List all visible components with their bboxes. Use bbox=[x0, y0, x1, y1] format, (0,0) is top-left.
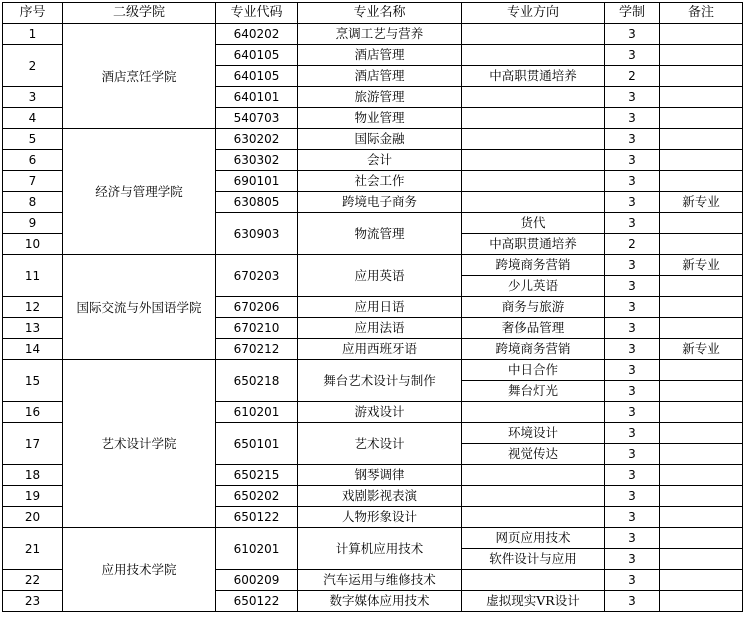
direction-cell bbox=[462, 87, 605, 108]
table-row bbox=[3, 24, 743, 45]
remark-cell bbox=[660, 24, 743, 45]
direction-cell bbox=[462, 465, 605, 486]
seq-cell: 9 bbox=[3, 213, 63, 234]
name-cell: 人物形象设计 bbox=[298, 507, 462, 528]
name-cell: 酒店管理 bbox=[298, 45, 462, 66]
name-cell: 酒店管理 bbox=[298, 66, 462, 87]
duration-cell: 3 bbox=[605, 549, 660, 570]
duration-cell: 3 bbox=[605, 465, 660, 486]
remark-cell bbox=[660, 129, 743, 150]
name-cell: 跨境电子商务 bbox=[298, 192, 462, 213]
seq-cell: 11 bbox=[3, 255, 63, 297]
remark-cell bbox=[660, 360, 743, 381]
duration-cell: 3 bbox=[605, 108, 660, 129]
table-body bbox=[3, 24, 743, 612]
remark-cell bbox=[660, 171, 743, 192]
direction-cell bbox=[462, 171, 605, 192]
code-cell: 650215 bbox=[216, 465, 298, 486]
duration-cell: 3 bbox=[605, 318, 660, 339]
direction-cell: 跨境商务营销 bbox=[462, 255, 605, 276]
header-remark: 备注 bbox=[660, 3, 743, 24]
direction-cell: 中高职贯通培养 bbox=[462, 66, 605, 87]
seq-cell: 10 bbox=[3, 234, 63, 255]
direction-cell: 视觉传达 bbox=[462, 444, 605, 465]
direction-cell bbox=[462, 570, 605, 591]
direction-cell bbox=[462, 507, 605, 528]
seq-cell: 13 bbox=[3, 318, 63, 339]
name-cell: 社会工作 bbox=[298, 171, 462, 192]
code-cell: 630903 bbox=[216, 213, 298, 255]
college-cell: 经济与管理学院 bbox=[63, 129, 216, 255]
remark-cell bbox=[660, 108, 743, 129]
seq-cell: 22 bbox=[3, 570, 63, 591]
seq-cell: 16 bbox=[3, 402, 63, 423]
seq-cell: 4 bbox=[3, 108, 63, 129]
name-cell: 应用日语 bbox=[298, 297, 462, 318]
remark-cell bbox=[660, 402, 743, 423]
direction-cell bbox=[462, 402, 605, 423]
header-name: 专业名称 bbox=[298, 3, 462, 24]
remark-cell bbox=[660, 87, 743, 108]
code-cell: 650202 bbox=[216, 486, 298, 507]
name-cell: 数字媒体应用技术 bbox=[298, 591, 462, 612]
remark-cell bbox=[660, 318, 743, 339]
header-college: 二级学院 bbox=[63, 3, 216, 24]
duration-cell: 3 bbox=[605, 87, 660, 108]
code-cell: 600209 bbox=[216, 570, 298, 591]
code-cell: 650122 bbox=[216, 507, 298, 528]
seq-cell: 7 bbox=[3, 171, 63, 192]
direction-cell: 货代 bbox=[462, 213, 605, 234]
duration-cell: 3 bbox=[605, 402, 660, 423]
duration-cell: 3 bbox=[605, 255, 660, 276]
name-cell: 游戏设计 bbox=[298, 402, 462, 423]
table-row bbox=[3, 255, 743, 276]
seq-cell: 3 bbox=[3, 87, 63, 108]
duration-cell: 3 bbox=[605, 24, 660, 45]
name-cell: 应用英语 bbox=[298, 255, 462, 297]
code-cell: 650101 bbox=[216, 423, 298, 465]
name-cell: 应用西班牙语 bbox=[298, 339, 462, 360]
code-cell: 640105 bbox=[216, 45, 298, 66]
remark-cell: 新专业 bbox=[660, 192, 743, 213]
name-cell: 戏剧影视表演 bbox=[298, 486, 462, 507]
seq-cell: 1 bbox=[3, 24, 63, 45]
duration-cell: 3 bbox=[605, 444, 660, 465]
code-cell: 630202 bbox=[216, 129, 298, 150]
remark-cell bbox=[660, 381, 743, 402]
code-cell: 540703 bbox=[216, 108, 298, 129]
direction-cell bbox=[462, 192, 605, 213]
seq-cell: 2 bbox=[3, 45, 63, 87]
seq-cell: 5 bbox=[3, 129, 63, 150]
code-cell: 670203 bbox=[216, 255, 298, 297]
direction-cell bbox=[462, 108, 605, 129]
name-cell: 艺术设计 bbox=[298, 423, 462, 465]
header-direction: 专业方向 bbox=[462, 3, 605, 24]
seq-cell: 21 bbox=[3, 528, 63, 570]
remark-cell bbox=[660, 213, 743, 234]
remark-cell bbox=[660, 66, 743, 87]
remark-cell bbox=[660, 423, 743, 444]
name-cell: 国际金融 bbox=[298, 129, 462, 150]
name-cell: 物业管理 bbox=[298, 108, 462, 129]
direction-cell: 中日合作 bbox=[462, 360, 605, 381]
table-row bbox=[3, 129, 743, 150]
direction-cell bbox=[462, 24, 605, 45]
remark-cell bbox=[660, 234, 743, 255]
remark-cell bbox=[660, 465, 743, 486]
remark-cell bbox=[660, 528, 743, 549]
remark-cell bbox=[660, 150, 743, 171]
header-duration: 学制 bbox=[605, 3, 660, 24]
name-cell: 会计 bbox=[298, 150, 462, 171]
header-seq: 序号 bbox=[3, 3, 63, 24]
seq-cell: 19 bbox=[3, 486, 63, 507]
code-cell: 670212 bbox=[216, 339, 298, 360]
table-row bbox=[3, 360, 743, 381]
code-cell: 670210 bbox=[216, 318, 298, 339]
name-cell: 烹调工艺与营养 bbox=[298, 24, 462, 45]
remark-cell bbox=[660, 549, 743, 570]
duration-cell: 3 bbox=[605, 591, 660, 612]
code-cell: 610201 bbox=[216, 528, 298, 570]
seq-cell: 15 bbox=[3, 360, 63, 402]
seq-cell: 12 bbox=[3, 297, 63, 318]
remark-cell bbox=[660, 297, 743, 318]
direction-cell bbox=[462, 129, 605, 150]
duration-cell: 3 bbox=[605, 570, 660, 591]
code-cell: 640101 bbox=[216, 87, 298, 108]
direction-cell: 舞台灯光 bbox=[462, 381, 605, 402]
duration-cell: 3 bbox=[605, 192, 660, 213]
college-cell: 酒店烹饪学院 bbox=[63, 24, 216, 129]
name-cell: 计算机应用技术 bbox=[298, 528, 462, 570]
remark-cell bbox=[660, 570, 743, 591]
remark-cell bbox=[660, 276, 743, 297]
remark-cell bbox=[660, 591, 743, 612]
duration-cell: 3 bbox=[605, 129, 660, 150]
direction-cell: 软件设计与应用 bbox=[462, 549, 605, 570]
direction-cell: 少儿英语 bbox=[462, 276, 605, 297]
seq-cell: 6 bbox=[3, 150, 63, 171]
duration-cell: 3 bbox=[605, 528, 660, 549]
name-cell: 汽车运用与维修技术 bbox=[298, 570, 462, 591]
code-cell: 650122 bbox=[216, 591, 298, 612]
seq-cell: 17 bbox=[3, 423, 63, 465]
code-cell: 610201 bbox=[216, 402, 298, 423]
table-row bbox=[3, 528, 743, 549]
remark-cell bbox=[660, 444, 743, 465]
remark-cell bbox=[660, 486, 743, 507]
header-code: 专业代码 bbox=[216, 3, 298, 24]
name-cell: 钢琴调律 bbox=[298, 465, 462, 486]
direction-cell bbox=[462, 150, 605, 171]
code-cell: 690101 bbox=[216, 171, 298, 192]
code-cell: 640202 bbox=[216, 24, 298, 45]
remark-cell: 新专业 bbox=[660, 339, 743, 360]
duration-cell: 3 bbox=[605, 213, 660, 234]
direction-cell: 网页应用技术 bbox=[462, 528, 605, 549]
name-cell: 物流管理 bbox=[298, 213, 462, 255]
duration-cell: 3 bbox=[605, 339, 660, 360]
duration-cell: 2 bbox=[605, 66, 660, 87]
duration-cell: 3 bbox=[605, 381, 660, 402]
code-cell: 630302 bbox=[216, 150, 298, 171]
remark-cell bbox=[660, 507, 743, 528]
college-cell: 应用技术学院 bbox=[63, 528, 216, 612]
seq-cell: 20 bbox=[3, 507, 63, 528]
seq-cell: 8 bbox=[3, 192, 63, 213]
seq-cell: 18 bbox=[3, 465, 63, 486]
direction-cell: 环境设计 bbox=[462, 423, 605, 444]
duration-cell: 2 bbox=[605, 234, 660, 255]
seq-cell: 23 bbox=[3, 591, 63, 612]
remark-cell bbox=[660, 45, 743, 66]
duration-cell: 3 bbox=[605, 297, 660, 318]
duration-cell: 3 bbox=[605, 171, 660, 192]
name-cell: 应用法语 bbox=[298, 318, 462, 339]
duration-cell: 3 bbox=[605, 423, 660, 444]
direction-cell: 中高职贯通培养 bbox=[462, 234, 605, 255]
code-cell: 650218 bbox=[216, 360, 298, 402]
header-row bbox=[3, 3, 743, 24]
direction-cell: 商务与旅游 bbox=[462, 297, 605, 318]
code-cell: 630805 bbox=[216, 192, 298, 213]
duration-cell: 3 bbox=[605, 276, 660, 297]
code-cell: 670206 bbox=[216, 297, 298, 318]
duration-cell: 3 bbox=[605, 150, 660, 171]
remark-cell: 新专业 bbox=[660, 255, 743, 276]
college-cell: 艺术设计学院 bbox=[63, 360, 216, 528]
name-cell: 舞台艺术设计与制作 bbox=[298, 360, 462, 402]
name-cell: 旅游管理 bbox=[298, 87, 462, 108]
direction-cell bbox=[462, 486, 605, 507]
code-cell: 640105 bbox=[216, 66, 298, 87]
direction-cell: 跨境商务营销 bbox=[462, 339, 605, 360]
majors-table bbox=[2, 2, 743, 612]
seq-cell: 14 bbox=[3, 339, 63, 360]
duration-cell: 3 bbox=[605, 507, 660, 528]
duration-cell: 3 bbox=[605, 486, 660, 507]
direction-cell bbox=[462, 45, 605, 66]
college-cell: 国际交流与外国语学院 bbox=[63, 255, 216, 360]
duration-cell: 3 bbox=[605, 360, 660, 381]
direction-cell: 虚拟现实VR设计 bbox=[462, 591, 605, 612]
direction-cell: 奢侈品管理 bbox=[462, 318, 605, 339]
duration-cell: 3 bbox=[605, 45, 660, 66]
